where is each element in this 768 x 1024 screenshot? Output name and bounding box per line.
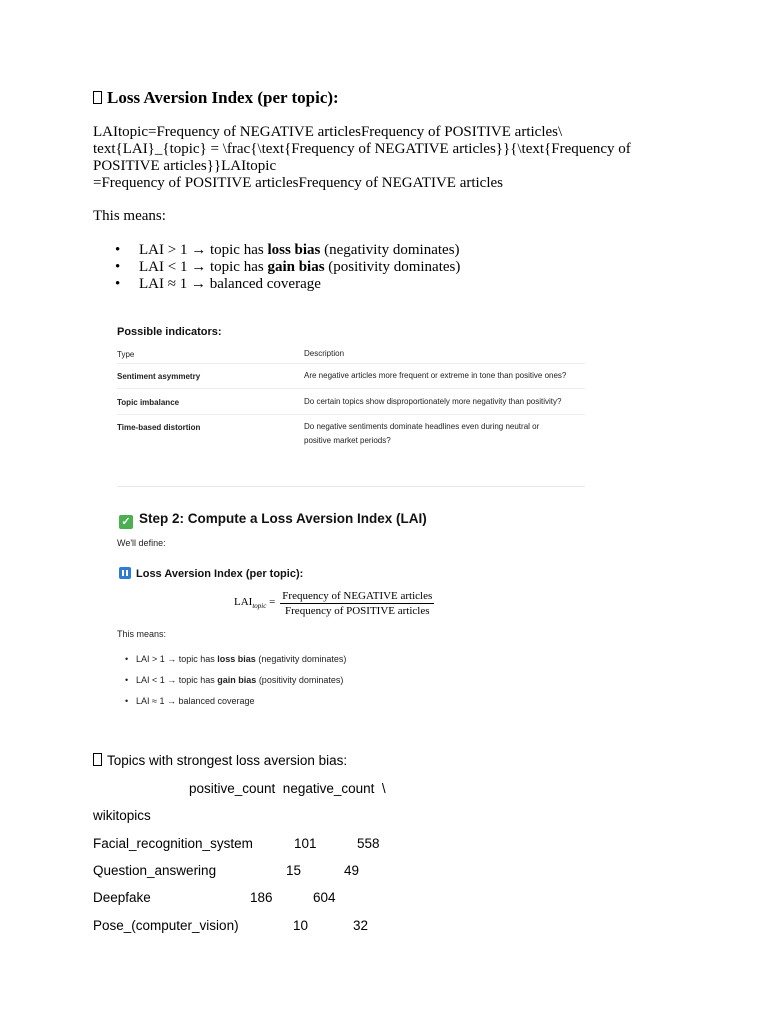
divider — [117, 486, 585, 487]
lai-heading: Loss Aversion Index (per topic): — [93, 88, 339, 108]
lai-bullet-list — [93, 242, 460, 293]
table-row: Topic imbalance Do certain topics show disproportionately more negativity than positivity? — [117, 398, 585, 415]
lai-formula — [234, 590, 434, 617]
topic-name: Question_answering — [93, 863, 217, 878]
positive-count: 101 — [294, 836, 317, 851]
list-item: • LAI < 1 → topic has gain bias (positivity dominates) — [93, 259, 460, 276]
formula-line: POSITIVE articles}}LAItopic — [93, 158, 277, 174]
topic-name: Facial_recognition_system — [93, 836, 253, 851]
formula-line: LAItopic=Frequency of NEGATIVE articlesFrequency of POSITIVE articles\ — [93, 124, 563, 140]
index-name: wikitopics — [93, 808, 151, 823]
formula-line: text{LAI}_{topic} = \frac{\text{Frequency of NEGATIVE articles}}{\text{Frequency of — [93, 141, 631, 157]
define-text: We'll define: — [117, 538, 166, 548]
list-item: • LAI < 1 → topic has gain bias (positivity dominates) — [117, 670, 346, 691]
indicators-title: Possible indicators: — [117, 326, 222, 338]
table-row: Sentiment asymmetry Are negative articles more frequent or extreme in tone than positive ones? — [117, 372, 585, 389]
step2-title: ✓ Step 2: Compute a Loss Aversion Index (LAI) — [119, 511, 427, 529]
positive-count: 15 — [286, 863, 302, 878]
topic-name: Pose_(computer_vision) — [93, 918, 239, 933]
formula-text — [93, 124, 673, 192]
list-item: • LAI > 1 → topic has loss bias (negativity dominates) — [93, 242, 460, 259]
positive-count: 186 — [250, 890, 273, 905]
indicators-screenshot — [108, 318, 588, 488]
formula-denominator: Frequency of POSITIVE articles — [285, 605, 430, 617]
missing-glyph-icon — [93, 91, 102, 104]
list-item: • LAI ≈ 1 → balanced coverage — [93, 276, 460, 293]
this-means-text: This means: — [117, 629, 167, 639]
columns-header: positive_count negative_count \ — [189, 781, 386, 796]
lai-subheading: Loss Aversion Index (per topic): — [119, 567, 303, 580]
formula-numerator: Frequency of NEGATIVE articles — [282, 590, 433, 602]
positive-count: 10 — [293, 918, 309, 933]
this-means-text: This means: — [93, 208, 166, 224]
topic-name: Deepfake — [93, 890, 151, 905]
lai-bullet-list — [117, 649, 346, 712]
negative-count: 558 — [357, 836, 380, 851]
list-item: • LAI > 1 → topic has loss bias (negativity dominates) — [117, 649, 346, 670]
negative-count: 604 — [313, 890, 336, 905]
table-row: Time-based distortion Do negative sentiments dominate headlines even during neutral or positive market periods? — [117, 422, 540, 445]
formula-line: =Frequency of POSITIVE articlesFrequency of NEGATIVE articles — [93, 175, 504, 191]
table-header-row: Type Description — [117, 350, 585, 364]
step2-screenshot — [110, 505, 580, 720]
formula-fraction — [280, 590, 434, 617]
negative-count: 32 — [353, 918, 369, 933]
topics-heading: Topics with strongest loss aversion bias: — [93, 753, 347, 768]
negative-count: 49 — [344, 863, 360, 878]
check-mark-icon: ✓ — [119, 515, 133, 529]
keypad-icon — [119, 567, 131, 579]
missing-glyph-icon — [93, 753, 102, 766]
list-item: • LAI ≈ 1 → balanced coverage — [117, 691, 346, 712]
formula-lhs: $LAI_{topic}$ = — [234, 596, 276, 611]
